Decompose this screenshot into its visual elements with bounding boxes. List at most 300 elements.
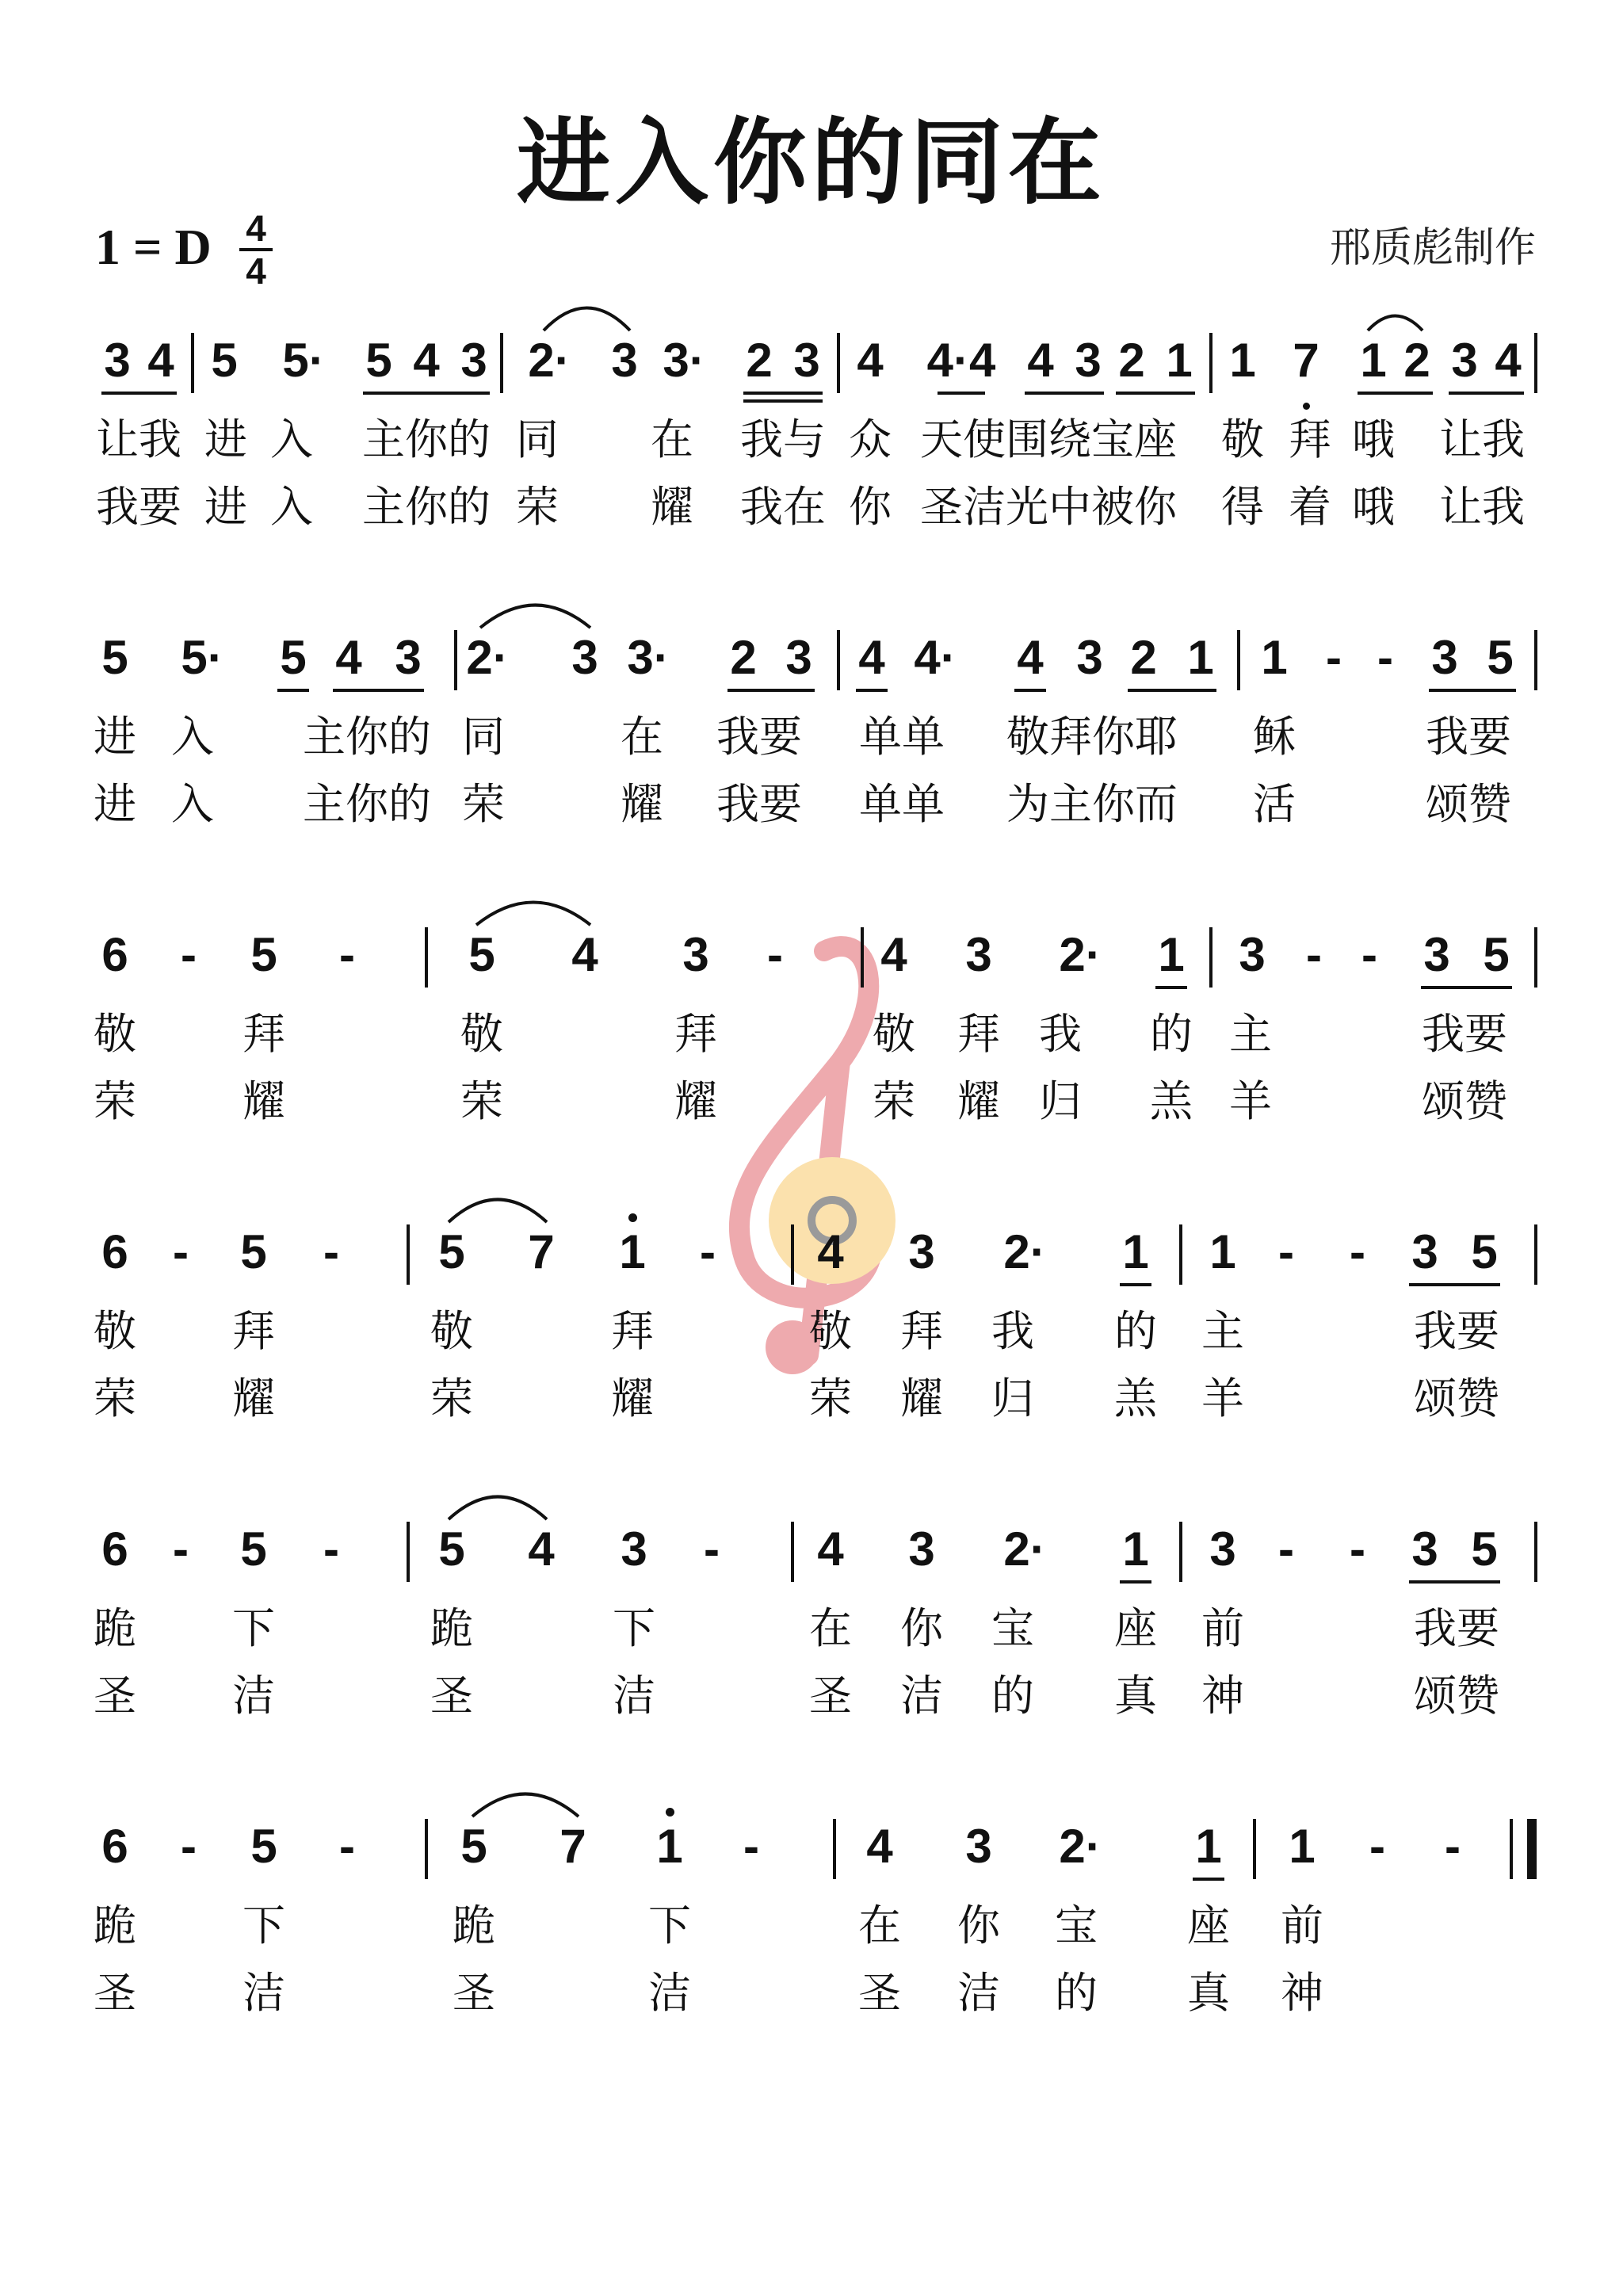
system-6 bbox=[0, 1819, 1623, 2057]
note: 2· bbox=[528, 334, 571, 387]
note: 5 bbox=[101, 631, 128, 684]
note: 1 bbox=[1360, 334, 1387, 387]
note: 5 bbox=[460, 1820, 487, 1873]
barline bbox=[1534, 630, 1537, 690]
note: - bbox=[323, 1225, 339, 1278]
note: 1 bbox=[1195, 1820, 1222, 1873]
note: 4 bbox=[528, 1522, 555, 1576]
lyric-verse-2: 羔 bbox=[1150, 1076, 1193, 1126]
note: 5 bbox=[468, 928, 495, 981]
note: 2· bbox=[466, 631, 509, 684]
lyric-verse-2: 的 bbox=[991, 1671, 1034, 1721]
lyric-verse-1: 我要 bbox=[716, 712, 802, 762]
note: 3 bbox=[1075, 334, 1102, 387]
lyric-verse-1: 敬拜你耶 bbox=[1006, 712, 1178, 762]
lyric-verse-2: 荣 bbox=[94, 1076, 136, 1126]
note: 3 bbox=[1451, 334, 1478, 387]
lyric-verse-2: 入 bbox=[270, 482, 313, 532]
lyric-verse-2: 真 bbox=[1187, 1968, 1230, 2018]
lyric-verse-2: 荣 bbox=[873, 1076, 915, 1126]
lyric-verse-2: 圣洁光中被你 bbox=[920, 482, 1177, 532]
barline bbox=[1179, 1224, 1182, 1285]
lyric-verse-2: 真 bbox=[1114, 1671, 1157, 1721]
beat-double-underline bbox=[743, 399, 823, 403]
note: 5 bbox=[240, 1522, 267, 1576]
note: 4 bbox=[866, 1820, 893, 1873]
note: - bbox=[173, 1225, 189, 1278]
lyric-verse-2: 洁 bbox=[242, 1968, 285, 2018]
note: 1 bbox=[1289, 1820, 1316, 1873]
note: 3 bbox=[965, 928, 992, 981]
lyric-verse-1: 的 bbox=[1114, 1306, 1157, 1356]
beat-underline bbox=[277, 689, 309, 692]
note: 5 bbox=[1483, 928, 1510, 981]
note: - bbox=[1306, 928, 1322, 981]
lyric-verse-1: 敬 bbox=[94, 1009, 136, 1059]
note: 1 bbox=[1158, 928, 1185, 981]
beat-underline bbox=[1358, 392, 1433, 395]
key-signature: 1 = D bbox=[95, 219, 212, 275]
note: - bbox=[1377, 631, 1393, 684]
note: 7 bbox=[1293, 334, 1319, 387]
lyric-verse-1: 敬 bbox=[873, 1009, 915, 1059]
lyric-verse-1: 下 bbox=[613, 1603, 655, 1653]
note: 1 bbox=[1261, 631, 1288, 684]
note: 2 bbox=[730, 631, 757, 684]
lyric-verse-2: 荣 bbox=[460, 1076, 503, 1126]
lyric-verse-2: 耀 bbox=[621, 779, 663, 829]
lyric-verse-1: 跪 bbox=[453, 1901, 495, 1950]
note: 3 bbox=[1423, 928, 1450, 981]
note: - bbox=[323, 1522, 339, 1576]
lyric-verse-2: 耀 bbox=[957, 1076, 1000, 1126]
barline bbox=[1534, 1522, 1537, 1582]
lyric-verse-2: 耀 bbox=[611, 1373, 654, 1423]
note: 3 bbox=[682, 928, 709, 981]
lyric-verse-2: 得 bbox=[1221, 482, 1264, 532]
lyric-verse-2: 洁 bbox=[957, 1968, 1000, 2018]
lyric-verse-1: 敬 bbox=[809, 1306, 852, 1356]
lyric-verse-1: 入 bbox=[270, 415, 313, 464]
note: 3 bbox=[908, 1522, 935, 1576]
lyric-verse-2: 洁 bbox=[900, 1671, 943, 1721]
note: 3 bbox=[460, 334, 487, 387]
note: 1 bbox=[656, 1820, 683, 1873]
lyric-verse-1: 拜 bbox=[957, 1009, 1000, 1059]
lyric-verse-1: 下 bbox=[648, 1901, 691, 1950]
high-octave-dot bbox=[628, 1213, 637, 1222]
lyric-verse-1: 拜 bbox=[242, 1009, 285, 1059]
note: 4 bbox=[817, 1522, 844, 1576]
lyric-verse-1: 我要 bbox=[1422, 1009, 1507, 1059]
note: 3 bbox=[1431, 631, 1458, 684]
lyric-verse-1: 哦 bbox=[1352, 415, 1395, 464]
note: - bbox=[173, 1522, 189, 1576]
slur bbox=[478, 602, 593, 630]
note: 5 bbox=[1471, 1225, 1498, 1278]
barline bbox=[1209, 927, 1212, 988]
lyric-verse-2: 让我 bbox=[1439, 482, 1525, 532]
note: 5 bbox=[250, 928, 277, 981]
note: 7 bbox=[528, 1225, 555, 1278]
barline bbox=[191, 333, 194, 393]
beat-underline bbox=[727, 689, 815, 692]
lyric-verse-2: 颂赞 bbox=[1426, 779, 1511, 829]
lyric-verse-1: 前 bbox=[1281, 1901, 1323, 1950]
note: 4· bbox=[914, 631, 957, 684]
lyric-verse-2: 圣 bbox=[430, 1671, 473, 1721]
note: - bbox=[1278, 1522, 1294, 1576]
note: - bbox=[339, 928, 355, 981]
note: 2· bbox=[1059, 928, 1102, 981]
lyric-verse-1: 跪 bbox=[430, 1603, 473, 1653]
note: - bbox=[743, 1820, 759, 1873]
note: 3 bbox=[1411, 1522, 1438, 1576]
note: 5 bbox=[365, 334, 392, 387]
lyric-verse-1: 宝 bbox=[991, 1603, 1034, 1653]
lyric-verse-2: 耀 bbox=[900, 1373, 943, 1423]
lyric-verse-1: 在 bbox=[651, 415, 693, 464]
slur bbox=[446, 1493, 549, 1522]
note: 3· bbox=[663, 334, 705, 387]
lyric-verse-1: 众 bbox=[849, 415, 892, 464]
note: 4 bbox=[335, 631, 362, 684]
lyric-verse-2: 主你的 bbox=[303, 779, 431, 829]
lyric-verse-1: 你 bbox=[900, 1603, 943, 1653]
barline bbox=[861, 927, 864, 988]
lyric-verse-1: 让我 bbox=[96, 415, 181, 464]
lyric-verse-2: 为主你而 bbox=[1006, 779, 1178, 829]
barline bbox=[425, 927, 428, 988]
note: 5 bbox=[438, 1522, 465, 1576]
lyric-verse-1: 入 bbox=[171, 712, 214, 762]
lyric-verse-1: 拜 bbox=[232, 1306, 275, 1356]
barline bbox=[407, 1522, 410, 1582]
note: 4 bbox=[1027, 334, 1054, 387]
lyric-verse-2: 你 bbox=[849, 482, 892, 532]
beat-underline bbox=[1421, 986, 1512, 989]
note: 6 bbox=[101, 928, 128, 981]
lyric-verse-1: 的 bbox=[1150, 1009, 1193, 1059]
note: 1 bbox=[1229, 334, 1256, 387]
lyric-verse-2: 圣 bbox=[858, 1968, 901, 2018]
system-1 bbox=[0, 333, 1623, 571]
lyric-verse-1: 稣 bbox=[1253, 712, 1296, 762]
lyric-verse-1: 下 bbox=[242, 1901, 285, 1950]
lyric-verse-2: 荣 bbox=[94, 1373, 136, 1423]
note: 2· bbox=[1003, 1225, 1046, 1278]
lyric-verse-1: 敬 bbox=[1221, 415, 1264, 464]
barline bbox=[1534, 333, 1537, 393]
lyric-verse-1: 拜 bbox=[900, 1306, 943, 1356]
note: 5 bbox=[280, 631, 307, 684]
note: 1 bbox=[1166, 334, 1193, 387]
lyric-verse-1: 同 bbox=[462, 712, 505, 762]
note: 4 bbox=[1017, 631, 1044, 684]
note: - bbox=[1278, 1225, 1294, 1278]
note: 4 bbox=[880, 928, 907, 981]
beat-underline bbox=[1155, 986, 1187, 989]
lyric-verse-2: 颂赞 bbox=[1422, 1076, 1507, 1126]
note: - bbox=[704, 1522, 720, 1576]
note: 5· bbox=[181, 631, 223, 684]
lyric-verse-1: 座 bbox=[1187, 1901, 1230, 1950]
note: 4 bbox=[1495, 334, 1522, 387]
lyric-verse-1: 跪 bbox=[94, 1901, 136, 1950]
note: - bbox=[1326, 631, 1342, 684]
note: 3 bbox=[1411, 1225, 1438, 1278]
note: - bbox=[1369, 1820, 1385, 1873]
note: 4 bbox=[571, 928, 598, 981]
system-5 bbox=[0, 1522, 1623, 1759]
lyric-verse-2: 活 bbox=[1253, 779, 1296, 829]
note: - bbox=[339, 1820, 355, 1873]
note: 4 bbox=[413, 334, 440, 387]
beat-underline bbox=[101, 392, 177, 395]
note: - bbox=[1445, 1820, 1461, 1873]
note: 6 bbox=[101, 1225, 128, 1278]
note: 3 bbox=[785, 631, 812, 684]
lyric-verse-2: 羊 bbox=[1201, 1373, 1244, 1423]
slur bbox=[541, 304, 632, 333]
lyric-verse-2: 哦 bbox=[1352, 482, 1395, 532]
barline bbox=[1209, 333, 1212, 393]
lyric-verse-1: 我要 bbox=[1414, 1603, 1499, 1653]
note: 2· bbox=[1003, 1522, 1046, 1576]
note: 4 bbox=[147, 334, 174, 387]
note: 4 bbox=[858, 631, 885, 684]
lyric-verse-1: 让我 bbox=[1439, 415, 1525, 464]
lyric-verse-2: 我在 bbox=[740, 482, 826, 532]
note: 5· bbox=[282, 334, 325, 387]
lyric-verse-1: 天使围绕宝座 bbox=[920, 415, 1177, 464]
note: 3 bbox=[395, 631, 422, 684]
lyric-verse-1: 拜 bbox=[674, 1009, 717, 1059]
barline bbox=[791, 1522, 794, 1582]
barline bbox=[1253, 1819, 1256, 1879]
note: 5 bbox=[1487, 631, 1514, 684]
barline bbox=[837, 333, 840, 393]
high-octave-dot bbox=[666, 1808, 674, 1817]
barline bbox=[1179, 1522, 1182, 1582]
note: - bbox=[181, 928, 197, 981]
lyric-verse-1: 我要 bbox=[1414, 1306, 1499, 1356]
barline bbox=[425, 1819, 428, 1879]
note: 1 bbox=[1209, 1225, 1236, 1278]
lyric-verse-2: 羔 bbox=[1114, 1373, 1157, 1423]
note: 3 bbox=[104, 334, 131, 387]
beat-underline bbox=[856, 689, 888, 692]
final-barline bbox=[1527, 1819, 1537, 1879]
beat-underline bbox=[1128, 689, 1216, 692]
note: 7 bbox=[559, 1820, 586, 1873]
note: 4 bbox=[817, 1225, 844, 1278]
lyric-verse-2: 耀 bbox=[242, 1076, 285, 1126]
note: 3 bbox=[1076, 631, 1103, 684]
barline bbox=[837, 630, 840, 690]
slur bbox=[446, 1196, 549, 1224]
note: 3 bbox=[965, 1820, 992, 1873]
beat-underline bbox=[1116, 392, 1195, 395]
beat-underline bbox=[1409, 1580, 1500, 1584]
lyric-verse-2: 着 bbox=[1289, 482, 1331, 532]
note: - bbox=[1350, 1225, 1365, 1278]
beat-underline bbox=[1025, 392, 1104, 395]
lyric-verse-2: 圣 bbox=[94, 1671, 136, 1721]
note: - bbox=[767, 928, 783, 981]
lyric-verse-1: 我与 bbox=[740, 415, 826, 464]
slur bbox=[470, 1790, 581, 1819]
barline bbox=[791, 1224, 794, 1285]
note: - bbox=[1361, 928, 1377, 981]
lyric-verse-1: 单单 bbox=[859, 712, 945, 762]
lyric-verse-2: 耀 bbox=[651, 482, 693, 532]
lyric-verse-2: 荣 bbox=[809, 1373, 852, 1423]
barline bbox=[1534, 927, 1537, 988]
lyric-verse-2: 圣 bbox=[94, 1968, 136, 2018]
lyric-verse-2: 洁 bbox=[613, 1671, 655, 1721]
note: 5 bbox=[240, 1225, 267, 1278]
beat-underline bbox=[1120, 1283, 1151, 1286]
note: 3 bbox=[621, 1522, 647, 1576]
lyric-verse-1: 我 bbox=[991, 1306, 1034, 1356]
lyric-verse-2: 圣 bbox=[453, 1968, 495, 2018]
lyric-verse-1: 拜 bbox=[1289, 415, 1331, 464]
note: 1 bbox=[1122, 1522, 1149, 1576]
system-4 bbox=[0, 1224, 1623, 1462]
lyric-verse-2: 洁 bbox=[232, 1671, 275, 1721]
note: 5 bbox=[211, 334, 238, 387]
lyric-verse-1: 主你的 bbox=[303, 712, 431, 762]
note: - bbox=[700, 1225, 716, 1278]
barline bbox=[833, 1819, 836, 1879]
note: 3 bbox=[908, 1225, 935, 1278]
beat-underline bbox=[1449, 392, 1524, 395]
note: 3 bbox=[571, 631, 598, 684]
lyric-verse-2: 神 bbox=[1201, 1671, 1244, 1721]
note: 2 bbox=[1403, 334, 1430, 387]
lyric-verse-1: 前 bbox=[1201, 1603, 1244, 1653]
note: 3· bbox=[627, 631, 670, 684]
lyric-verse-2: 荣 bbox=[462, 779, 505, 829]
barline bbox=[1237, 630, 1240, 690]
tie bbox=[1365, 312, 1425, 333]
lyric-verse-1: 下 bbox=[232, 1603, 275, 1653]
note: 4·4 bbox=[926, 334, 996, 387]
note: 1 bbox=[1187, 631, 1214, 684]
lyric-verse-1: 敬 bbox=[430, 1306, 473, 1356]
lyric-verse-2: 我要 bbox=[96, 482, 181, 532]
lyric-verse-2: 进 bbox=[204, 482, 247, 532]
note: 4 bbox=[857, 334, 884, 387]
lyric-verse-1: 我 bbox=[1039, 1009, 1082, 1059]
lyric-verse-2: 耀 bbox=[674, 1076, 717, 1126]
beat-underline bbox=[363, 392, 490, 395]
lyric-verse-1: 我要 bbox=[1426, 712, 1511, 762]
lyric-verse-1: 在 bbox=[809, 1603, 852, 1653]
note: - bbox=[181, 1820, 197, 1873]
lyric-verse-1: 拜 bbox=[611, 1306, 654, 1356]
lyric-verse-2: 圣 bbox=[809, 1671, 852, 1721]
time-signature-top: 4 bbox=[246, 208, 266, 249]
barline bbox=[454, 630, 457, 690]
note: 5 bbox=[1471, 1522, 1498, 1576]
barline bbox=[407, 1224, 410, 1285]
lyric-verse-1: 在 bbox=[858, 1901, 901, 1950]
note: 2 bbox=[746, 334, 773, 387]
beat-underline bbox=[333, 689, 424, 692]
lyric-verse-1: 同 bbox=[516, 415, 559, 464]
note: 2 bbox=[1118, 334, 1145, 387]
lyric-verse-2: 归 bbox=[991, 1373, 1034, 1423]
note: 5 bbox=[250, 1820, 277, 1873]
beat-underline bbox=[743, 392, 823, 395]
slur bbox=[474, 899, 593, 927]
lyric-verse-1: 宝 bbox=[1055, 1901, 1098, 1950]
beat-underline bbox=[1429, 689, 1516, 692]
time-signature-bottom: 4 bbox=[246, 250, 266, 292]
note: 6 bbox=[101, 1522, 128, 1576]
credit-text: 邢质彪制作 bbox=[1329, 224, 1536, 272]
lyric-verse-2: 单单 bbox=[859, 779, 945, 829]
lyric-verse-2: 颂赞 bbox=[1414, 1373, 1499, 1423]
barline bbox=[500, 333, 503, 393]
note: 1 bbox=[619, 1225, 646, 1278]
lyric-verse-2: 耀 bbox=[232, 1373, 275, 1423]
beat-underline bbox=[938, 392, 985, 395]
lyric-verse-1: 敬 bbox=[460, 1009, 503, 1059]
lyric-verse-1: 主 bbox=[1201, 1306, 1244, 1356]
beat-underline bbox=[1409, 1283, 1500, 1286]
lyric-verse-2: 进 bbox=[94, 779, 136, 829]
lyric-verse-1: 座 bbox=[1114, 1603, 1157, 1653]
lyric-verse-1: 进 bbox=[204, 415, 247, 464]
note: 3 bbox=[1209, 1522, 1236, 1576]
note: 1 bbox=[1122, 1225, 1149, 1278]
lyric-verse-2: 神 bbox=[1281, 1968, 1323, 2018]
lyric-verse-1: 主 bbox=[1229, 1009, 1272, 1059]
lyric-verse-1: 你 bbox=[957, 1901, 1000, 1950]
system-3 bbox=[0, 927, 1623, 1165]
lyric-verse-1: 跪 bbox=[94, 1603, 136, 1653]
song-title: 进入你的同在 bbox=[516, 107, 1106, 217]
note: 6 bbox=[101, 1820, 128, 1873]
beat-underline bbox=[1014, 689, 1046, 692]
lyric-verse-2: 荣 bbox=[430, 1373, 473, 1423]
lyric-verse-2: 我要 bbox=[716, 779, 802, 829]
lyric-verse-1: 敬 bbox=[94, 1306, 136, 1356]
lyric-verse-1: 进 bbox=[94, 712, 136, 762]
lyric-verse-2: 入 bbox=[171, 779, 214, 829]
time-signature bbox=[236, 208, 276, 292]
lyric-verse-2: 荣 bbox=[516, 482, 559, 532]
lyric-verse-2: 主你的 bbox=[362, 482, 491, 532]
lyric-verse-1: 在 bbox=[621, 712, 663, 762]
note: 5 bbox=[438, 1225, 465, 1278]
lyric-verse-1: 主你的 bbox=[362, 415, 491, 464]
note: - bbox=[1350, 1522, 1365, 1576]
lyric-verse-2: 洁 bbox=[648, 1968, 691, 2018]
note: 3 bbox=[1239, 928, 1266, 981]
lyric-verse-2: 的 bbox=[1055, 1968, 1098, 2018]
note: 3 bbox=[793, 334, 820, 387]
note: 2· bbox=[1059, 1820, 1102, 1873]
lyric-verse-2: 羊 bbox=[1229, 1076, 1272, 1126]
beat-underline bbox=[1193, 1878, 1224, 1881]
barline bbox=[1534, 1224, 1537, 1285]
note: 2 bbox=[1130, 631, 1157, 684]
system-2 bbox=[0, 630, 1623, 868]
